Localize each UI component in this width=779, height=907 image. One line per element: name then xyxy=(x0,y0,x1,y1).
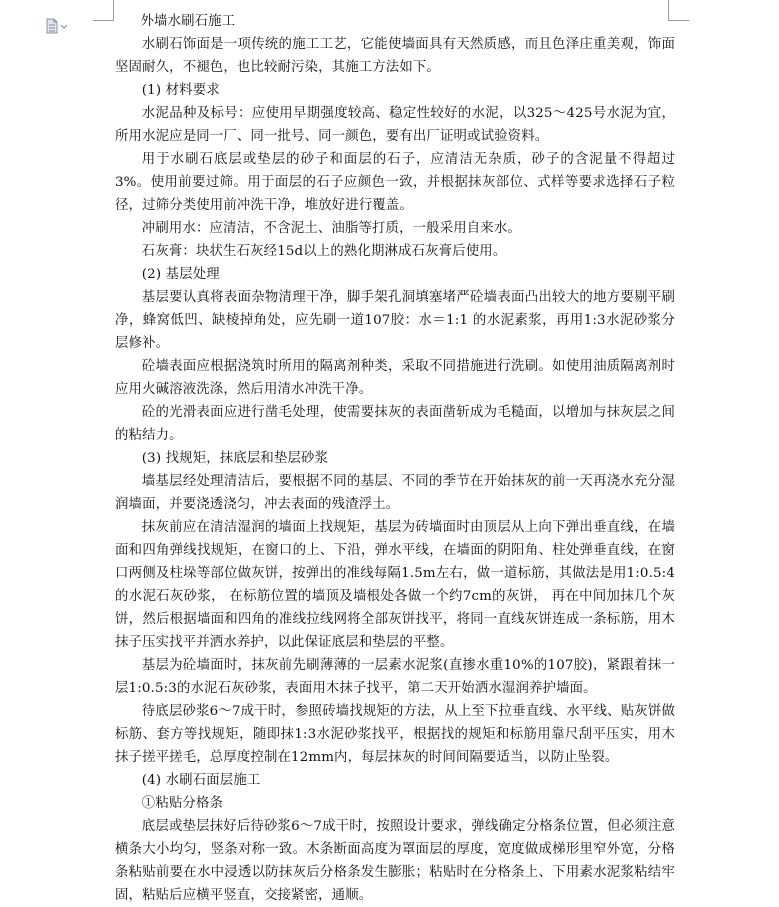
section-heading: (3) 找规矩，抹底层和垫层砂浆 xyxy=(141,451,329,466)
paragraph: 底层或垫层抹好后待砂浆6～7成干时，按照设计要求，弹线确定分格条位置，但必须注意横条大小均匀，竖条对称一致。木条断面高度为罩面层的厚度，宽度做成梯形里窄外宽，分格条粘贴前要在水中浸透以防抹灰后分格条发生膨胀；粘贴时在分格条上、下用素水泥浆粘结牢固，粘贴后应横平竖直，交接紧密，通顺。 xyxy=(115,819,675,903)
chevron-down-icon xyxy=(61,25,67,28)
document-page[interactable] xyxy=(115,10,675,907)
paragraph: 石灰膏：块状生石灰经15d以上的熟化期淋成石灰膏后使用。 xyxy=(141,244,507,259)
document-title: 外墙水刷石施工 xyxy=(140,14,236,29)
paragraph: 墙基层经处理清洁后，要根据不同的基层、不同的季节在开始抹灰的前一天再浇水充分湿润墙面，并要浇透浇匀，冲去表面的残渣浮土。 xyxy=(115,474,675,512)
paragraph: 冲刷用水：应清洁，不含泥土、油脂等打质，一般采用自来水。 xyxy=(141,221,521,236)
document-icon xyxy=(46,18,74,34)
sub-heading: ①粘贴分格条 xyxy=(141,796,224,811)
paragraph: 砼的光滑表面应进行凿毛处理，使需要抹灰的表面凿斩成为毛糙面，以增加与抹灰层之间的粘结力。 xyxy=(115,405,675,443)
section-heading: (2) 基层处理 xyxy=(141,267,220,282)
paragraph: 待底层砂浆6～7成干时，参照砖墙找规矩的方法，从上至下拉垂直线、水平线、贴灰饼做标筋、套方等找规矩，随即抹1:3水泥砂浆找平，根据找的规矩和标筋用靠尺刮平压实，用木抹子搓平搓毛，总厚度控制在12mm内，每层抹灰的时间间隔要适当，以防止坠裂。 xyxy=(115,704,675,765)
paragraph: 基层要认真将表面杂物清理干净，脚手架孔洞填塞堵严砼墙表面凸出较大的地方要剔平刷净，蜂窝低凹、缺棱掉角处，应先刷一道107胶：水＝1:1 的水泥素浆，再用1:3水泥砂浆分层修补。 xyxy=(115,290,675,351)
paragraph: 基层为砼墙面时，抹灰前先刷薄薄的一层素水泥浆(直掺水重10%的107胶)，紧跟着抹一层1:0.5:3的水泥石灰砂浆，表面用木抹子找平，第二天开始洒水湿润养护墙面。 xyxy=(115,658,675,696)
page-corner-mark-left xyxy=(93,0,114,21)
section-heading: (1) 材料要求 xyxy=(141,83,220,98)
document-menu-button[interactable] xyxy=(46,18,74,34)
paragraph: 水泥品种及标号：应使用早期强度较高、稳定性较好的水泥，以325～425号水泥为宜，所用水泥应是同一厂、同一批号、同一颜色，要有出厂证明或试验资料。 xyxy=(115,106,675,144)
paragraph: 抹灰前应在清洁湿润的墙面上找规矩，基层为砖墙面时由顶层从上向下弹出垂直线，在墙面和四角弹线找规矩，在窗口的上、下沿，弹水平线，在墙面的阴阳角、柱处弹垂直线，在窗口两侧及柱垛等部位做灰饼，按弹出的准线每隔1.5m左右，做一道标筋，其做法是用1:0.5:4的水泥石灰砂浆， 在标筋位置的墙顶及墙根处各做一个约7cm的灰饼， 再在中间加抹几个灰饼，然后根据墙面和四角的准线拉线网将全部灰饼找平，将同一直线灰饼连成一条标筋，用木抹子压实找平并洒水养护，以此保证底层和垫层的平整。 xyxy=(115,520,675,650)
paragraph: 用于水刷石底层或垫层的砂子和面层的石子，应清洁无杂质，砂子的含泥量不得超过3%。使用前要过筛。用于面层的石子应颜色一致，并根据抹灰部位、式样等要求选择石子粒径，过筛分类使用前冲洗干净，堆放好进行覆盖。 xyxy=(115,152,675,213)
paragraph: 水刷石饰面是一项传统的施工工艺，它能使墙面具有天然质感，而且色泽庄重美观，饰面坚固耐久，不褪色，也比较耐污染，其施工方法如下。 xyxy=(115,37,675,75)
section-heading: (4) 水刷石面层施工 xyxy=(141,773,261,788)
paragraph: 砼墙表面应根据浇筑时所用的隔离剂种类，采取不同措施进行洗刷。如使用油质隔离剂时应用火碱溶液洗涤，然后用清水冲洗干净。 xyxy=(115,359,675,397)
